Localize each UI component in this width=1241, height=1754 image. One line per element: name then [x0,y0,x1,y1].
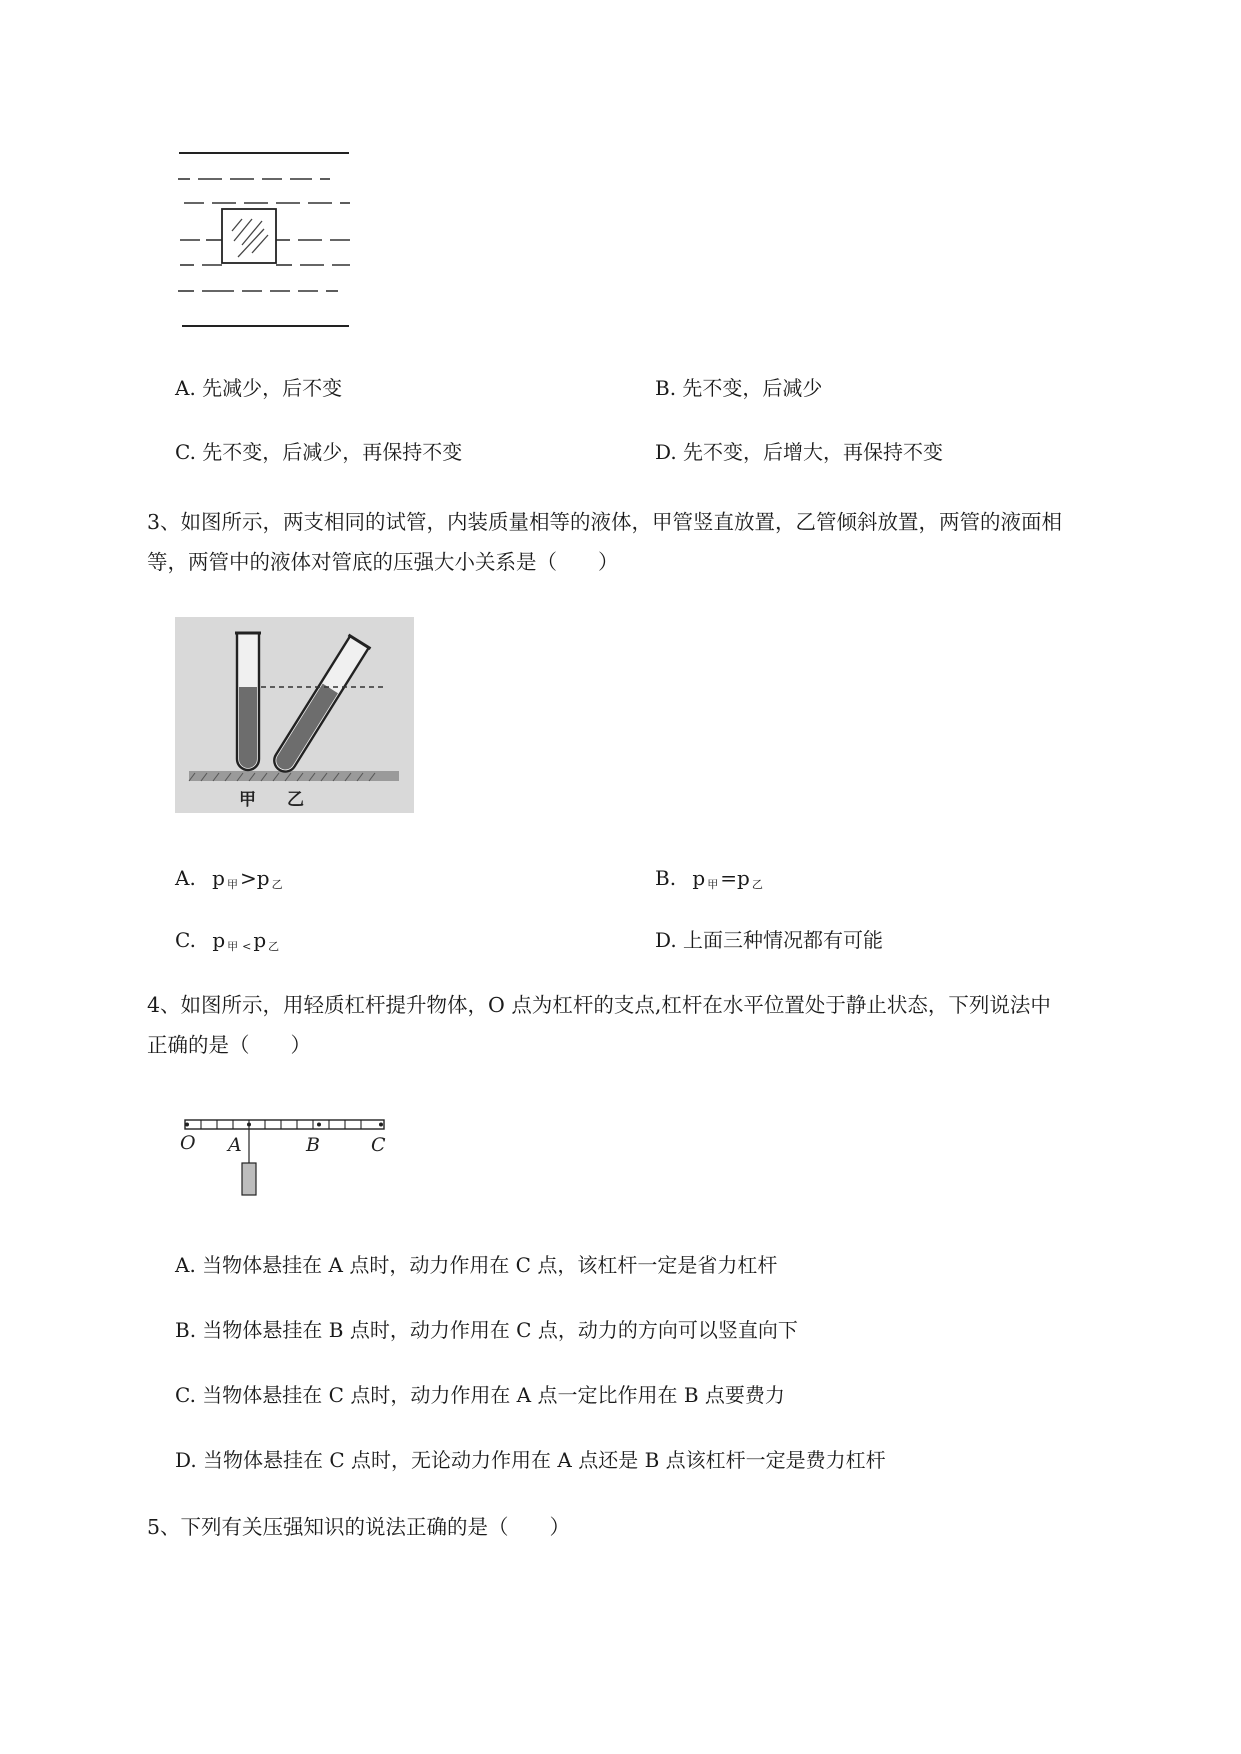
q3-option-a-rel: > [239,866,257,890]
q3-option-c-p2: p [253,928,267,952]
q5-stem: 5、下列有关压强知识的说法正确的是（ ） [147,1515,571,1539]
lever-label-o: O [180,1132,196,1154]
q3-option-b-prefix: B. [655,866,677,890]
lever-label-b: B [306,1134,320,1156]
tube-label-yi: 乙 [287,790,304,810]
q3-option-a-p1: p [212,866,225,890]
q4-option-b[interactable]: B. 当物体悬挂在 B 点时，动力作用在 C 点，动力的方向可以竖直向下 [175,1318,798,1342]
q2-option-a[interactable]: A. 先减少，后不变 [175,376,343,400]
block-in-liquid-figure [172,145,357,345]
q2-option-b[interactable]: B. 先不变，后减少 [655,376,823,400]
q4-option-c[interactable]: C. 当物体悬挂在 C 点时，动力作用在 A 点一定比作用在 B 点要费力 [175,1383,785,1407]
q3-option-a-p2: p [256,866,270,890]
q2-option-c[interactable]: C. 先不变，后减少，再保持不变 [175,440,463,464]
q3-option-c-sub1: 甲 [227,940,239,953]
q3-option-b[interactable] [655,864,765,899]
q3-option-b-rel: = [720,866,737,890]
lever-label-a: A [228,1134,242,1156]
q3-option-b-sub1: 甲 [707,878,719,891]
q3-stem [147,502,1147,582]
lever-figure [178,1115,398,1205]
test-tubes-figure [175,617,414,813]
q3-option-d[interactable]: D. 上面三种情况都有可能 [655,928,884,952]
q3-option-b-p1: p [692,866,706,890]
q3-option-a-sub2: 乙 [271,878,283,891]
q3-option-b-p2: p [737,866,750,890]
q3-option-c-sub2: 乙 [268,940,280,953]
q4-stem [147,985,1147,1065]
q3-option-b-sub2: 乙 [751,878,763,891]
q2-option-d[interactable]: D. 先不变，后增大，再保持不变 [655,440,944,464]
q3-option-a-prefix: A. [175,866,196,890]
q4-option-a[interactable]: A. 当物体悬挂在 A 点时，动力作用在 C 点，该杠杆一定是省力杠杆 [175,1253,778,1277]
q3-option-c-p1: p [212,928,226,952]
q3-stem-line1: 3、如图所示，两支相同的试管，内装质量相等的液体，甲管竖直放置，乙管倾斜放置，两管的液面相 [147,510,1063,534]
tube-label-jia: 甲 [239,790,256,810]
q3-option-c[interactable] [175,926,281,961]
lever-label-c: C [371,1134,386,1156]
q3-option-a[interactable] [175,864,285,899]
q4-stem-line1: 4、如图所示，用轻质杠杆提升物体，O 点为杠杆的支点,杠杆在水平位置处于静止状态，下列说法中 [147,993,1051,1017]
q3-option-a-sub1: 甲 [226,878,238,891]
q3-option-c-prefix: C. [175,928,196,952]
q3-stem-line2: 等，两管中的液体对管底的压强大小关系是（ ） [147,550,619,574]
q4-option-d[interactable]: D. 当物体悬挂在 C 点时，无论动力作用在 A 点还是 B 点该杠杆一定是费力杠杆 [175,1448,886,1472]
q3-option-c-rel: < [242,940,252,953]
q4-stem-line2: 正确的是（ ） [147,1033,311,1057]
